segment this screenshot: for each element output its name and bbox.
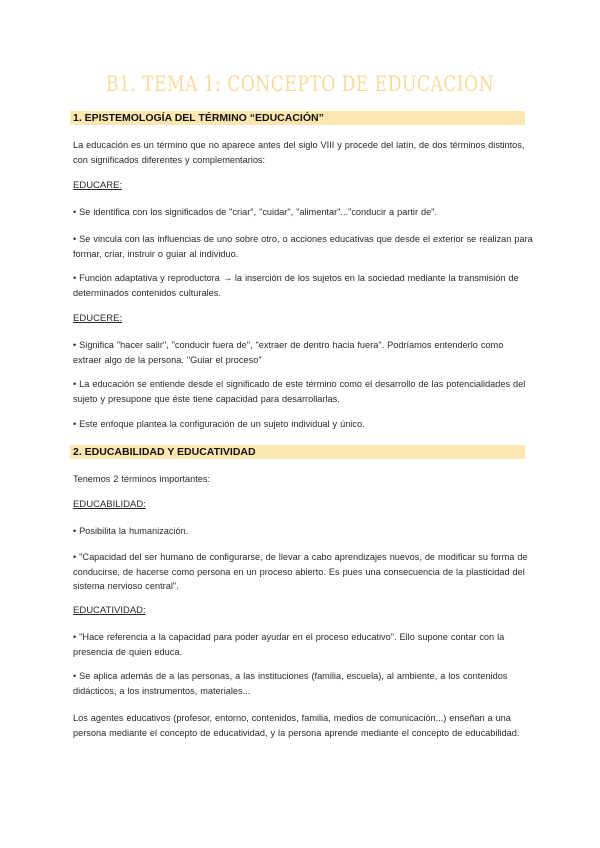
educabilidad-point-1: • Posibilita la humanización. — [73, 526, 189, 536]
educare-point-1: • Se identifica con los significados de "criar", "cuidar", "alimentar"..."conducir a partir de". — [73, 207, 437, 217]
agentes-educativos-paragraph: Los agentes educativos (profesor, entorno, contenidos, familia, medios de comunicación...) enseñan a una persona mediante el concepto de educatividad, y la persona aprende mediante el concepto de educabilidad. — [73, 713, 520, 738]
educatividad-label: EDUCATIVIDAD: — [73, 605, 146, 616]
educare-point-2: • Se vincula con las influencias de uno sobre otro, o acciones educativas que desde el exterior se realizan para formar, criar, instruir o guiar al individuo. — [73, 234, 533, 259]
educatividad-point-2: • Se aplica además de a las personas, a las instituciones (familia, escuela), al ambiente, a los contenidos didácticos, a los instrumentos, materiales... — [73, 671, 508, 696]
educere-point-3: • Este enfoque plantea la configuración de un sujeto individual y único. — [73, 419, 365, 429]
educare-label: EDUCARE: — [73, 180, 123, 191]
educabilidad-label: EDUCABILIDAD: — [73, 499, 146, 510]
educare-point-3: • Función adaptativa y reproductora → la inserción de los sujetos en la sociedad mediante la transmisión de determinados contenidos culturales. — [73, 273, 519, 298]
educere-label: EDUCERE: — [73, 313, 123, 324]
document-title: B1. TEMA 1: CONCEPTO DE EDUCACIÓN — [105, 72, 495, 96]
section-1-heading: 1. EPISTEMOLOGÍA DEL TÉRMINO “EDUCACIÓN” — [73, 112, 324, 124]
section-2-heading: 2. EDUCABILIDAD Y EDUCATIVIDAD — [73, 446, 256, 458]
educabilidad-point-2: • "Capacidad del ser humano de configurarse, de llevar a cabo aprendizajes nuevos, de modificar su forma de conducirse, de hacerse como persona en un proceso abierto. Es pues una consecuencia de la plasticidad del sistema nervioso central". — [73, 552, 528, 591]
section-1-intro: La educación es un término que no aparece antes del siglo VIII y procede del latín, de dos términos distintos, con significados diferentes y complementarios: — [73, 140, 525, 165]
educatividad-point-1: • "Hace referencia a la capacidad para poder ayudar en el proceso educativo". Ello supone contar con la presencia de quien educa. — [73, 632, 505, 657]
educere-point-2: • La educación se entiende desde el significado de este término como el desarrollo de las potencialidades del sujeto y presupone que éste tiene capacidad para desarrollarlas. — [73, 379, 526, 404]
section-2-intro: Tenemos 2 términos importantes: — [73, 474, 211, 484]
educere-point-1: • Significa "hacer salir", "conducir fuera de", "extraer de dentro hacia fuera". Podríamos entenderlo como extraer algo de la persona. "Guiar el proceso" — [73, 340, 504, 365]
